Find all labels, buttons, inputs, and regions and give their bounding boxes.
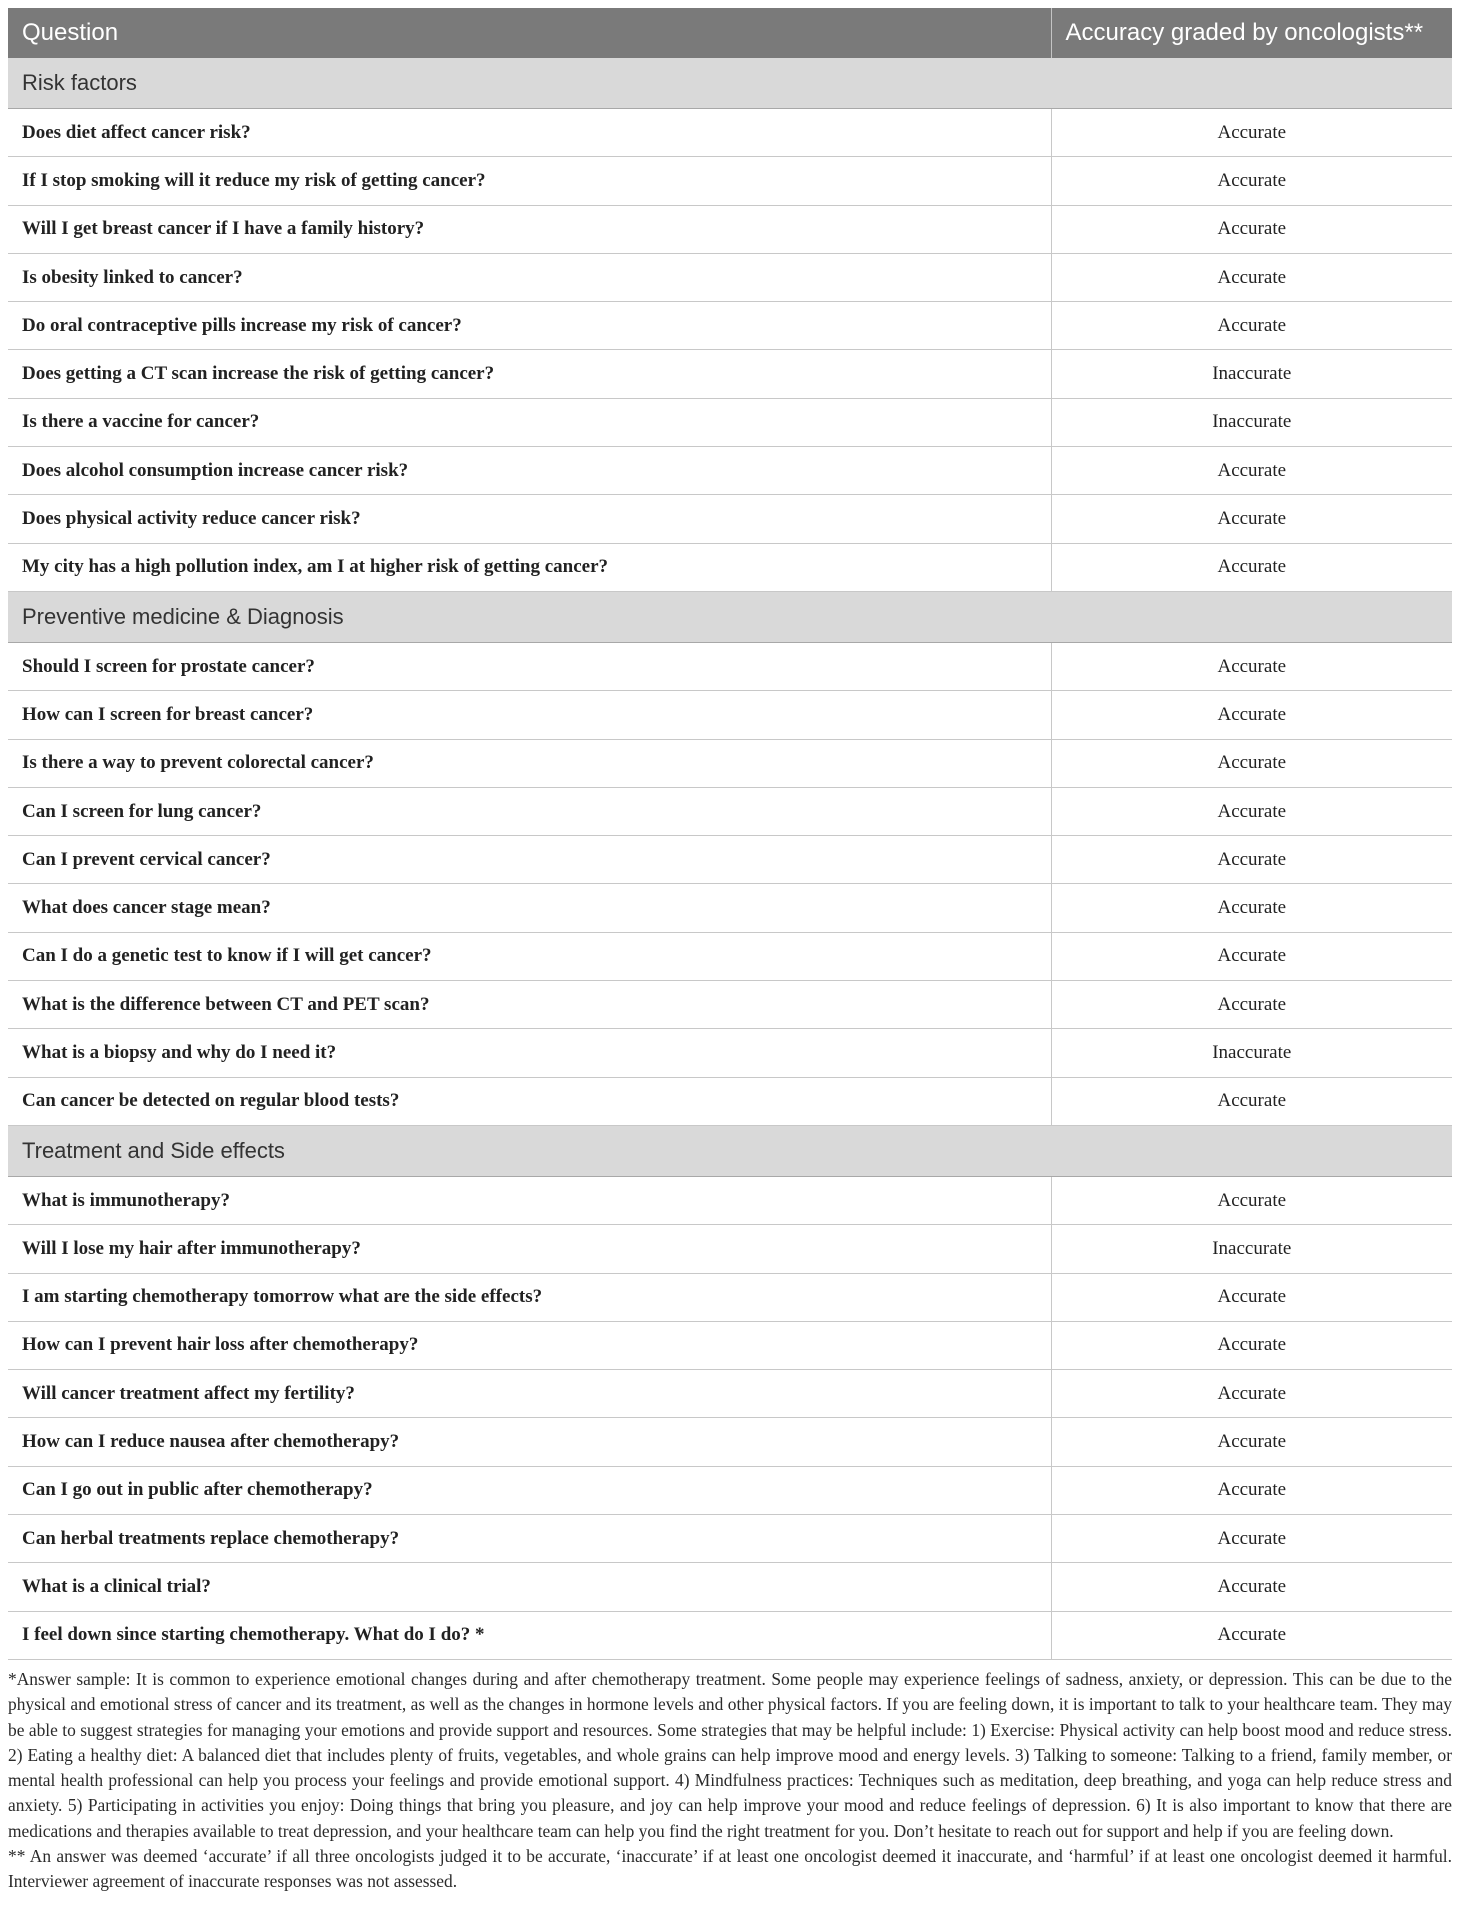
table-row bbox=[8, 157, 1452, 205]
question-cell: Will I lose my hair after immunotherapy? bbox=[8, 1225, 1051, 1273]
accuracy-cell: Accurate bbox=[1051, 205, 1452, 253]
table-row bbox=[8, 1273, 1452, 1321]
footnote-accuracy-definition: ** An answer was deemed ‘accurate’ if all three oncologists judged it to be accurate, ‘inaccurate’ if at least one oncologist deemed it inaccurate, and ‘harmful’ if at least one oncologist deemed it harmful. Interviewer agreement of inaccurate responses was not assessed. bbox=[8, 1845, 1452, 1892]
table-row bbox=[8, 398, 1452, 446]
question-cell: What is the difference between CT and PET scan? bbox=[8, 981, 1051, 1029]
table-row bbox=[8, 1418, 1452, 1466]
table-row bbox=[8, 447, 1452, 495]
table-row bbox=[8, 1029, 1452, 1077]
question-cell: How can I prevent hair loss after chemotherapy? bbox=[8, 1321, 1051, 1369]
section-title: Preventive medicine & Diagnosis bbox=[8, 591, 1452, 642]
table-row bbox=[8, 543, 1452, 591]
question-cell: Will cancer treatment affect my fertility? bbox=[8, 1370, 1051, 1418]
accuracy-cell: Accurate bbox=[1051, 787, 1452, 835]
table-row bbox=[8, 1225, 1452, 1273]
table-row bbox=[8, 932, 1452, 980]
table-row bbox=[8, 302, 1452, 350]
table-row bbox=[8, 1563, 1452, 1611]
section-title: Treatment and Side effects bbox=[8, 1125, 1452, 1176]
table-row bbox=[8, 495, 1452, 543]
accuracy-cell: Inaccurate bbox=[1051, 398, 1452, 446]
question-cell: What does cancer stage mean? bbox=[8, 884, 1051, 932]
question-cell: If I stop smoking will it reduce my risk of getting cancer? bbox=[8, 157, 1051, 205]
accuracy-cell: Accurate bbox=[1051, 109, 1452, 157]
table-row bbox=[8, 1321, 1452, 1369]
accuracy-cell: Accurate bbox=[1051, 495, 1452, 543]
question-cell: Does physical activity reduce cancer risk? bbox=[8, 495, 1051, 543]
accuracy-cell: Inaccurate bbox=[1051, 350, 1452, 398]
question-cell: Can I go out in public after chemotherapy? bbox=[8, 1466, 1051, 1514]
accuracy-cell: Accurate bbox=[1051, 932, 1452, 980]
accuracy-cell: Accurate bbox=[1051, 1370, 1452, 1418]
table-row bbox=[8, 836, 1452, 884]
accuracy-cell: Accurate bbox=[1051, 1515, 1452, 1563]
accuracy-cell: Accurate bbox=[1051, 1321, 1452, 1369]
accuracy-cell: Accurate bbox=[1051, 1563, 1452, 1611]
accuracy-cell: Accurate bbox=[1051, 1273, 1452, 1321]
table-body bbox=[8, 58, 1452, 1659]
question-cell: How can I screen for breast cancer? bbox=[8, 691, 1051, 739]
accuracy-cell: Accurate bbox=[1051, 1176, 1452, 1224]
question-cell: Does alcohol consumption increase cancer risk? bbox=[8, 447, 1051, 495]
question-cell: Is there a vaccine for cancer? bbox=[8, 398, 1051, 446]
section-row bbox=[8, 591, 1452, 642]
accuracy-cell: Accurate bbox=[1051, 884, 1452, 932]
question-cell: Does getting a CT scan increase the risk of getting cancer? bbox=[8, 350, 1051, 398]
accuracy-cell: Accurate bbox=[1051, 302, 1452, 350]
table-row bbox=[8, 739, 1452, 787]
table-row bbox=[8, 884, 1452, 932]
question-cell: Is there a way to prevent colorectal cancer? bbox=[8, 739, 1051, 787]
table-row bbox=[8, 642, 1452, 690]
accuracy-cell: Accurate bbox=[1051, 157, 1452, 205]
table-row bbox=[8, 1370, 1452, 1418]
document bbox=[8, 8, 1452, 1895]
section-row bbox=[8, 58, 1452, 109]
question-cell: Can I do a genetic test to know if I will get cancer? bbox=[8, 932, 1051, 980]
table-row bbox=[8, 1466, 1452, 1514]
question-cell: I am starting chemotherapy tomorrow what are the side effects? bbox=[8, 1273, 1051, 1321]
column-header-accuracy: Accuracy graded by oncologists** bbox=[1051, 8, 1452, 58]
column-header-question: Question bbox=[8, 8, 1051, 58]
accuracy-cell: Accurate bbox=[1051, 447, 1452, 495]
accuracy-cell: Accurate bbox=[1051, 642, 1452, 690]
section-title: Risk factors bbox=[8, 58, 1452, 109]
question-cell: Should I screen for prostate cancer? bbox=[8, 642, 1051, 690]
question-cell: How can I reduce nausea after chemotherapy? bbox=[8, 1418, 1051, 1466]
accuracy-cell: Accurate bbox=[1051, 981, 1452, 1029]
question-cell: What is a clinical trial? bbox=[8, 1563, 1051, 1611]
question-cell: Will I get breast cancer if I have a family history? bbox=[8, 205, 1051, 253]
accuracy-cell: Accurate bbox=[1051, 1418, 1452, 1466]
table-row bbox=[8, 1515, 1452, 1563]
table-row bbox=[8, 205, 1452, 253]
accuracy-cell: Accurate bbox=[1051, 1611, 1452, 1659]
accuracy-cell: Accurate bbox=[1051, 253, 1452, 301]
accuracy-cell: Inaccurate bbox=[1051, 1029, 1452, 1077]
accuracy-cell: Accurate bbox=[1051, 1466, 1452, 1514]
table-row bbox=[8, 691, 1452, 739]
table-row bbox=[8, 1176, 1452, 1224]
question-cell: Do oral contraceptive pills increase my risk of cancer? bbox=[8, 302, 1051, 350]
question-cell: Can I screen for lung cancer? bbox=[8, 787, 1051, 835]
results-table bbox=[8, 8, 1452, 1660]
question-cell: Can herbal treatments replace chemotherapy? bbox=[8, 1515, 1051, 1563]
question-cell: I feel down since starting chemotherapy. What do I do? * bbox=[8, 1611, 1051, 1659]
accuracy-cell: Accurate bbox=[1051, 543, 1452, 591]
question-cell: My city has a high pollution index, am I at higher risk of getting cancer? bbox=[8, 543, 1051, 591]
question-cell: Does diet affect cancer risk? bbox=[8, 109, 1051, 157]
question-cell: What is a biopsy and why do I need it? bbox=[8, 1029, 1051, 1077]
question-cell: Can I prevent cervical cancer? bbox=[8, 836, 1051, 884]
table-row bbox=[8, 787, 1452, 835]
footnotes bbox=[8, 1667, 1452, 1895]
table-header bbox=[8, 8, 1452, 58]
table-row bbox=[8, 350, 1452, 398]
table-row bbox=[8, 109, 1452, 157]
question-cell: Can cancer be detected on regular blood tests? bbox=[8, 1077, 1051, 1125]
section-row bbox=[8, 1125, 1452, 1176]
accuracy-cell: Accurate bbox=[1051, 836, 1452, 884]
table-row bbox=[8, 981, 1452, 1029]
accuracy-cell: Inaccurate bbox=[1051, 1225, 1452, 1273]
accuracy-cell: Accurate bbox=[1051, 739, 1452, 787]
accuracy-cell: Accurate bbox=[1051, 691, 1452, 739]
table-row bbox=[8, 1077, 1452, 1125]
table-row bbox=[8, 253, 1452, 301]
accuracy-cell: Accurate bbox=[1051, 1077, 1452, 1125]
table-row bbox=[8, 1611, 1452, 1659]
question-cell: Is obesity linked to cancer? bbox=[8, 253, 1051, 301]
footnote-answer-sample: *Answer sample: It is common to experience emotional changes during and after chemotherapy treatment. Some people may experience feelings of sadness, anxiety, or depression. This can be due to the physical and emotional stress of cancer and its treatment, as well as the changes in hormone levels and other physical factors. If you are feeling down, it is important to talk to your healthcare team. They may be able to suggest strategies for managing your emotions and provide support and resources. Some strategies that may be helpful include: 1) Exercise: Physical activity can help boost mood and reduce stress. 2) Eating a healthy diet: A balanced diet that includes plenty of fruits, vegetables, and whole grains can help improve mood and energy levels. 3) Talking to someone: Talking to a friend, family member, or mental health professional can help you process your feelings and provide emotional support. 4) Mindfulness practices: Techniques such as meditation, deep breathing, and yoga can help reduce stress and anxiety. 5) Participating in activities you enjoy: Doing things that bring you pleasure, and joy can help improve your mood and reduce feelings of depression. 6) It is also important to know that there are medications and therapies available to treat depression, and your healthcare team can help you find the right treatment for you. Don’t hesitate to reach out for support and help if you are feeling down. bbox=[8, 1668, 1452, 1841]
question-cell: What is immunotherapy? bbox=[8, 1176, 1051, 1224]
